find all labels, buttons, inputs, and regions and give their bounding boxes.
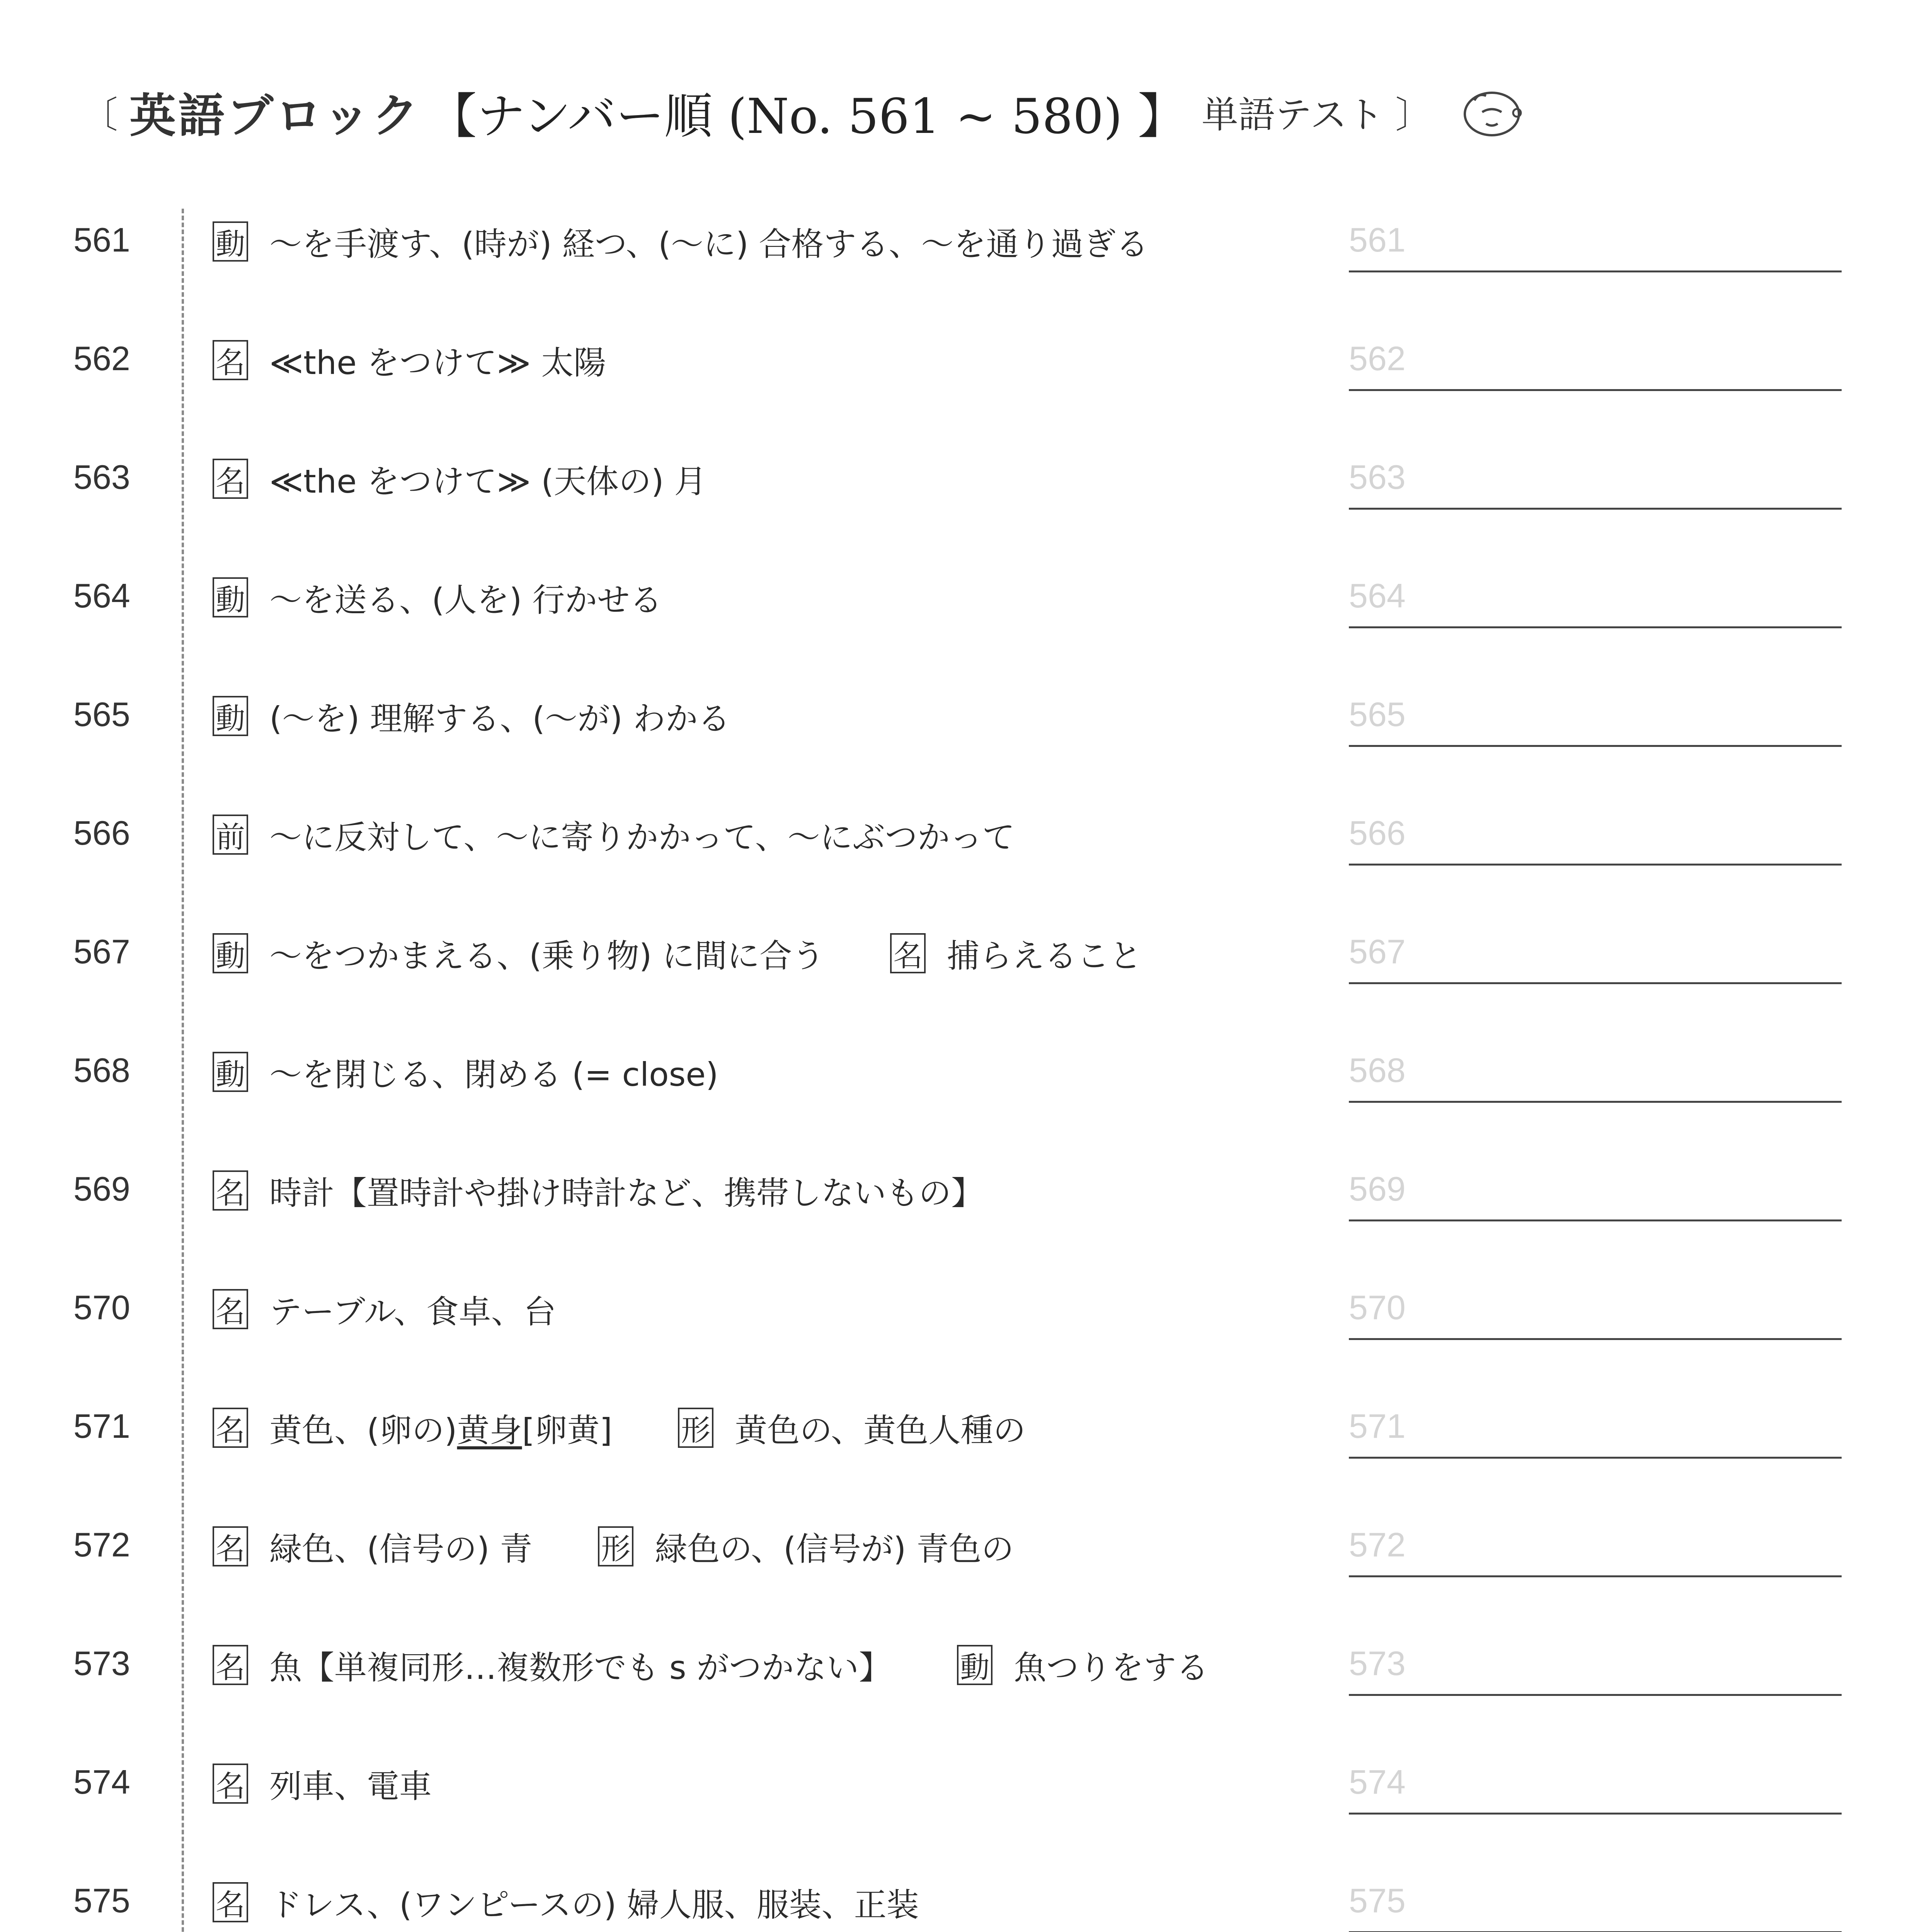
part-of-speech-badge: 前 [213, 815, 248, 855]
answer-number-hint: 572 [1349, 1526, 1406, 1564]
answer-blank-line[interactable] [1349, 1694, 1842, 1696]
answer-number-hint: 570 [1349, 1288, 1406, 1327]
answer-number-hint: 575 [1349, 1881, 1406, 1920]
answer-blank-line[interactable] [1349, 508, 1842, 510]
word-definition-group [213, 1640, 1209, 1690]
word-number: 570 [73, 1288, 130, 1327]
word-row [0, 323, 1917, 442]
word-number: 566 [73, 814, 130, 852]
word-number: 569 [73, 1170, 130, 1208]
answer-blank-line[interactable] [1349, 1219, 1842, 1221]
answer-number-hint: 566 [1349, 814, 1406, 852]
word-row [0, 1035, 1917, 1154]
page-title: 【ナンバー順 (No. 561 ~ 580) 】 [428, 88, 1186, 145]
word-definition-group [213, 1284, 556, 1334]
part-of-speech-badge: 名 [213, 1289, 248, 1329]
definition-text: テーブル、食卓、台 [269, 1293, 556, 1331]
definition-text: 魚【単複同形…複数形でも s がつかない】 [269, 1648, 892, 1687]
definition-text: 列車、電車 [269, 1767, 432, 1805]
definition-text-secondary: 緑色の、(信号が) 青色の [655, 1530, 1014, 1568]
word-number: 572 [73, 1526, 130, 1564]
part-of-speech-badge-secondary: 動 [957, 1645, 993, 1685]
definition-text: ドレス、(ワンピースの) 婦人服、服装、正装 [269, 1886, 919, 1924]
answer-blank-line[interactable] [1349, 1101, 1842, 1103]
word-row [0, 1628, 1917, 1747]
word-definition-group [213, 1165, 984, 1216]
part-of-speech-badge-secondary: 形 [678, 1408, 713, 1448]
word-number: 575 [73, 1881, 130, 1920]
definition-text-secondary: 黄色の、黄色人種の [735, 1411, 1026, 1449]
definition-text: ≪the をつけて≫ 太陽 [269, 344, 606, 382]
answer-number-hint: 567 [1349, 932, 1406, 971]
answer-number-hint: 563 [1349, 458, 1406, 496]
part-of-speech-badge: 名 [213, 1526, 248, 1566]
header-left-bracket: 〔 [81, 94, 118, 136]
word-number: 562 [73, 339, 130, 378]
part-of-speech-badge: 動 [213, 221, 248, 262]
word-number: 561 [73, 221, 130, 259]
answer-number-hint: 565 [1349, 695, 1406, 733]
part-of-speech-badge: 動 [213, 577, 248, 617]
part-of-speech-badge: 動 [213, 933, 248, 973]
answer-number-hint: 569 [1349, 1170, 1406, 1208]
word-row [0, 917, 1917, 1036]
word-definition-group [213, 454, 707, 504]
part-of-speech-badge: 名 [213, 340, 248, 380]
word-definition-group [213, 216, 1148, 267]
word-number: 567 [73, 932, 130, 971]
word-row [0, 205, 1917, 324]
definition-text: 〜を閉じる、閉める (= close) [269, 1055, 718, 1094]
answer-number-hint: 562 [1349, 339, 1406, 378]
page-subtitle: 単語テスト [1201, 94, 1384, 136]
word-row [0, 1391, 1917, 1510]
definition-text: ≪the をつけて≫ (天体の) 月 [269, 462, 707, 500]
answer-number-hint: 573 [1349, 1644, 1406, 1682]
answer-number-hint: 561 [1349, 221, 1406, 259]
page-header [70, 66, 1847, 158]
answer-number-hint: 568 [1349, 1051, 1406, 1089]
word-definition-group [213, 1521, 1014, 1571]
definition-text-secondary: 捕らえること [947, 937, 1142, 975]
word-row [0, 1747, 1917, 1866]
definition-text: 〜を手渡す、(時が) 経つ、(〜に) 合格する、〜を通り過ぎる [269, 225, 1149, 263]
word-number: 563 [73, 458, 130, 496]
word-row [0, 679, 1917, 798]
word-definition-group [213, 572, 662, 622]
answer-blank-line[interactable] [1349, 982, 1842, 984]
answer-blank-line[interactable] [1349, 864, 1842, 866]
definition-text: 〜を送る、(人を) 行かせる [269, 581, 662, 619]
word-definition-group [213, 1403, 1026, 1453]
word-definition-group [213, 810, 1015, 860]
word-number: 565 [73, 695, 130, 733]
definition-text: 緑色、(信号の) 青 [269, 1530, 533, 1568]
definition-text: (〜を) 理解する、(〜が) わかる [269, 699, 730, 738]
part-of-speech-badge: 名 [213, 1764, 248, 1804]
part-of-speech-badge: 名 [213, 1645, 248, 1685]
definition-underlined-text: 黄身 [457, 1411, 522, 1449]
word-definition-group [213, 335, 606, 385]
answer-blank-line[interactable] [1349, 1575, 1842, 1577]
part-of-speech-badge: 動 [213, 1052, 248, 1092]
part-of-speech-badge: 名 [213, 1882, 248, 1922]
answer-blank-line[interactable] [1349, 626, 1842, 628]
word-definition-group [213, 1047, 718, 1097]
mascot-face-icon [1459, 85, 1525, 139]
definition-text-secondary: 魚つりをする [1014, 1648, 1209, 1687]
definition-text: 〜に反対して、〜に寄りかかって、〜にぶつかって [269, 818, 1015, 856]
word-number: 574 [73, 1763, 130, 1801]
answer-number-hint: 564 [1349, 577, 1406, 615]
answer-number-hint: 574 [1349, 1763, 1406, 1801]
word-row [0, 1510, 1917, 1629]
word-row [0, 1154, 1917, 1273]
word-row [0, 1272, 1917, 1391]
part-of-speech-badge-secondary: 形 [598, 1526, 633, 1566]
definition-text: 〜をつかまえる、(乗り物) に間に合う [269, 937, 825, 975]
word-definition-group [213, 691, 730, 741]
answer-blank-line[interactable] [1349, 389, 1842, 391]
brand-logo: 英語ブロック [129, 89, 421, 143]
word-number: 564 [73, 577, 130, 615]
answer-blank-line[interactable] [1349, 1813, 1842, 1815]
part-of-speech-badge: 名 [213, 1170, 248, 1211]
word-definition-group [213, 928, 1142, 978]
word-definition-group [213, 1877, 919, 1927]
word-row [0, 1866, 1917, 1932]
part-of-speech-badge-secondary: 名 [890, 933, 926, 973]
word-number: 568 [73, 1051, 130, 1089]
answer-blank-line[interactable] [1349, 1457, 1842, 1459]
definition-text: 黄色、(卵の) [269, 1411, 457, 1449]
word-number: 573 [73, 1644, 130, 1682]
definition-text-suffix: [卵黄] [522, 1411, 613, 1449]
answer-number-hint: 571 [1349, 1407, 1406, 1445]
word-row [0, 442, 1917, 561]
word-number: 571 [73, 1407, 130, 1445]
part-of-speech-badge: 動 [213, 696, 248, 736]
answer-blank-line[interactable] [1349, 745, 1842, 747]
word-row [0, 798, 1917, 917]
part-of-speech-badge: 名 [213, 459, 248, 499]
definition-text: 時計【置時計や掛け時計など、携帯しないもの】 [269, 1174, 984, 1212]
header-right-bracket: 〕 [1395, 94, 1432, 136]
word-row [0, 561, 1917, 680]
answer-blank-line[interactable] [1349, 1338, 1842, 1340]
word-definition-group [213, 1759, 432, 1809]
answer-blank-line[interactable] [1349, 270, 1842, 272]
part-of-speech-badge: 名 [213, 1408, 248, 1448]
